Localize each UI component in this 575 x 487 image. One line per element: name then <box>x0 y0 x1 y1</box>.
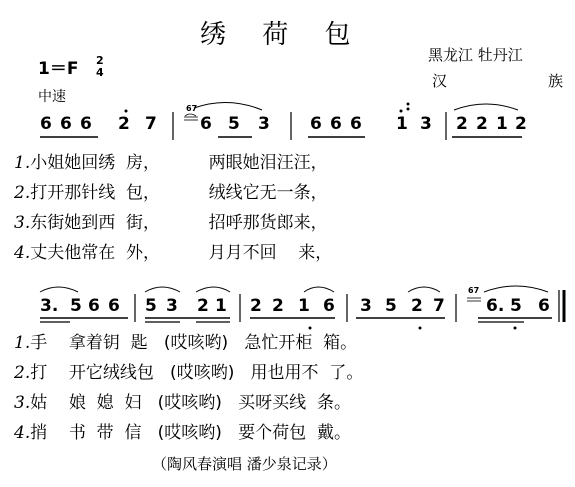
grace-note-row2: 67 <box>468 286 480 295</box>
verse-line <box>14 178 328 203</box>
verse-text: 捎 书 带 信 (哎咳哟) 要个荷包 戴。 <box>30 423 351 443</box>
time-sig-top: 2 <box>96 54 104 67</box>
tempo-marking: 中速 <box>38 89 66 105</box>
row2-note-12: 3 <box>360 296 372 316</box>
row1-note-8: 6 <box>310 114 322 134</box>
row1-note-10: 6 <box>350 114 362 134</box>
row2-note-8: 2 <box>250 296 262 316</box>
origin-region: 黑龙江 牡丹江 <box>428 46 523 64</box>
verse-line <box>14 388 351 413</box>
row1-note-16: 2 <box>515 114 527 134</box>
verse-text: 打开那针线 包， 绒线它无一条， <box>30 183 328 203</box>
verse-line <box>14 238 332 263</box>
song-title: 绣 荷 包 <box>200 20 365 50</box>
row1-note-6: 5 <box>228 114 240 134</box>
row1-note-11: 1 <box>396 114 408 134</box>
grace-note-row1: 67 <box>186 104 198 113</box>
row1-note-14: 2 <box>476 114 488 134</box>
row2-note-10: 1 <box>298 296 310 316</box>
row1-note-4: 7 <box>145 114 157 134</box>
verse-number: 3. <box>14 213 31 233</box>
row1-note-7: 3 <box>258 114 270 134</box>
row1-note-12: 3 <box>420 114 432 134</box>
row2-note-6: 2 <box>197 296 209 316</box>
row2-note-7: 1 <box>215 296 227 316</box>
verse-text: 打 开它绒线包 (哎咳哟) 用也用不 了。 <box>30 363 364 383</box>
row2-note-13: 5 <box>385 296 397 316</box>
verse-text: 小姐她回绣 房， 两眼她泪汪汪， <box>30 153 328 173</box>
verse-text: 东街她到西 街， 招呼那货郎来， <box>30 213 328 233</box>
row2-note-15: 7 <box>433 296 445 316</box>
performer-credit: （陶风春演唱 潘少泉记录） <box>152 455 337 473</box>
verse-number: 2. <box>14 363 31 383</box>
verse-line <box>14 328 357 353</box>
row1-note-1: 6 <box>60 114 72 134</box>
key-signature: 1＝F <box>38 59 79 79</box>
verse-line <box>14 208 328 233</box>
row2-note-1: 5 <box>70 296 82 316</box>
row2-note-18: 6 <box>538 296 550 316</box>
verse-text: 手 拿着钥 匙 (哎咳哟) 急忙开柜 箱。 <box>30 333 358 353</box>
row2-note-0: 3. <box>40 296 59 316</box>
verse-text: 丈夫他常在 外， 月月不回 来， <box>30 243 333 263</box>
verse-number: 2. <box>14 183 31 203</box>
row2-note-16: 6. <box>486 296 505 316</box>
verse-line <box>14 358 363 383</box>
row1-note-3: 2 <box>118 114 130 134</box>
origin-ethnic-zu: 族 <box>548 72 564 90</box>
verse-text: 姑 娘 媳 妇 (哎咳哟) 买呀买线 条。 <box>30 393 351 413</box>
verse-number: 1. <box>14 153 31 173</box>
row1-note-2: 6 <box>80 114 92 134</box>
row2-note-14: 2 <box>411 296 423 316</box>
row2-note-4: 5 <box>145 296 157 316</box>
origin-ethnic-han: 汉 <box>432 72 448 90</box>
row1-note-0: 6 <box>40 114 52 134</box>
row1-note-9: 6 <box>330 114 342 134</box>
row2-note-11: 6 <box>323 296 335 316</box>
verse-line <box>14 418 351 443</box>
row2-note-9: 2 <box>272 296 284 316</box>
row1-note-13: 2 <box>456 114 468 134</box>
row1-note-5: 6 <box>200 114 212 134</box>
verse-number: 4. <box>14 423 31 443</box>
verse-number: 1. <box>14 333 31 353</box>
row1-note-15: 1 <box>496 114 508 134</box>
row2-note-2: 6 <box>88 296 100 316</box>
verse-number: 4. <box>14 243 31 263</box>
row2-note-5: 3 <box>166 296 178 316</box>
row2-note-3: 6 <box>108 296 120 316</box>
time-sig-bottom: 4 <box>96 66 104 79</box>
row2-note-17: 5 <box>510 296 522 316</box>
verse-number: 3. <box>14 393 31 413</box>
verse-line <box>14 148 328 173</box>
